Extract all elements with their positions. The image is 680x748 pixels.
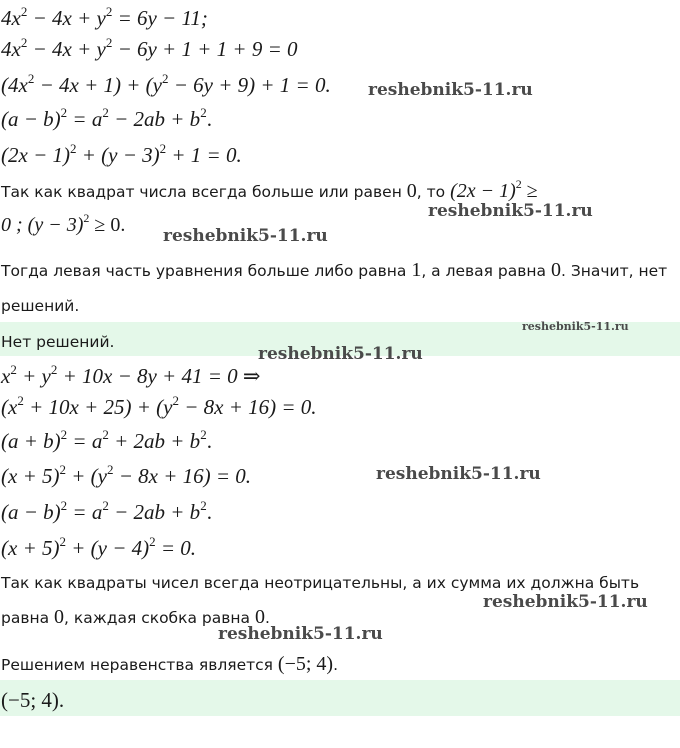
- equation-line: $(4x^2 - 4x + 1) + (y^2 - 6y + 9) + 1 = 0$.: [1, 71, 331, 97]
- explanation-text: 0 ; $(y - 3)^2 \ge 0$.: [1, 211, 126, 236]
- equation-line: $(x + 5)^2 + (y^2 - 8x + 16) = 0$.: [1, 462, 252, 488]
- watermark: reshebnik5-11.ru: [522, 320, 629, 333]
- equation-line: $4x^2 - 4x + y^2 = 6y - 11$;: [1, 4, 208, 30]
- answer-text: (−5; 4).: [1, 688, 65, 712]
- watermark: reshebnik5-11.ru: [428, 201, 593, 221]
- equation-line: $(x^2 + 10x + 25) + (y^2 - 8x + 16) = 0$.: [1, 393, 317, 419]
- explanation-text: решений.: [1, 297, 80, 315]
- equation-line: $(2x - 1)^2 + (y - 3)^2 + 1 = 0$.: [1, 141, 242, 167]
- explanation-text: Так как квадраты чисел всегда неотрицательны, а их сумма их должна быть: [1, 574, 640, 592]
- watermark: reshebnik5-11.ru: [376, 464, 541, 484]
- equation-line: $x^2 + y^2 + 10x - 8y + 41 = 0$ ⇒: [1, 362, 261, 388]
- explanation-text: Решением неравенства является (−5; 4).: [1, 653, 339, 675]
- watermark: reshebnik5-11.ru: [483, 592, 648, 612]
- watermark: reshebnik5-11.ru: [368, 80, 533, 100]
- equation-line: $(x + 5)^2 + (y - 4)^2 = 0$.: [1, 534, 197, 560]
- answer-text: Нет решений.: [1, 333, 115, 351]
- equation-line: $4x^2 - 4x + y^2 - 6y + 1 + 1 + 9 = 0$: [1, 35, 298, 61]
- watermark: reshebnik5-11.ru: [218, 624, 383, 644]
- formula-line: $(a + b)^2 = a^2 + 2ab + b^2$.: [1, 427, 212, 453]
- explanation-text: Тогда левая часть уравнения больше либо равна 1, а левая равна 0. Значит, нет: [1, 259, 668, 281]
- watermark: reshebnik5-11.ru: [258, 344, 423, 364]
- watermark: reshebnik5-11.ru: [163, 226, 328, 246]
- formula-line: $(a - b)^2 = a^2 - 2ab + b^2$.: [1, 498, 212, 524]
- explanation-text: равна 0, каждая скобка равна 0.: [1, 606, 270, 628]
- answer-band-2: [0, 680, 680, 716]
- formula-line: $(a - b)^2 = a^2 - 2ab + b^2$.: [1, 105, 212, 131]
- explanation-text: Так как квадрат числа всегда больше или равен 0, то $(2x - 1)^2$ ≥: [1, 177, 538, 202]
